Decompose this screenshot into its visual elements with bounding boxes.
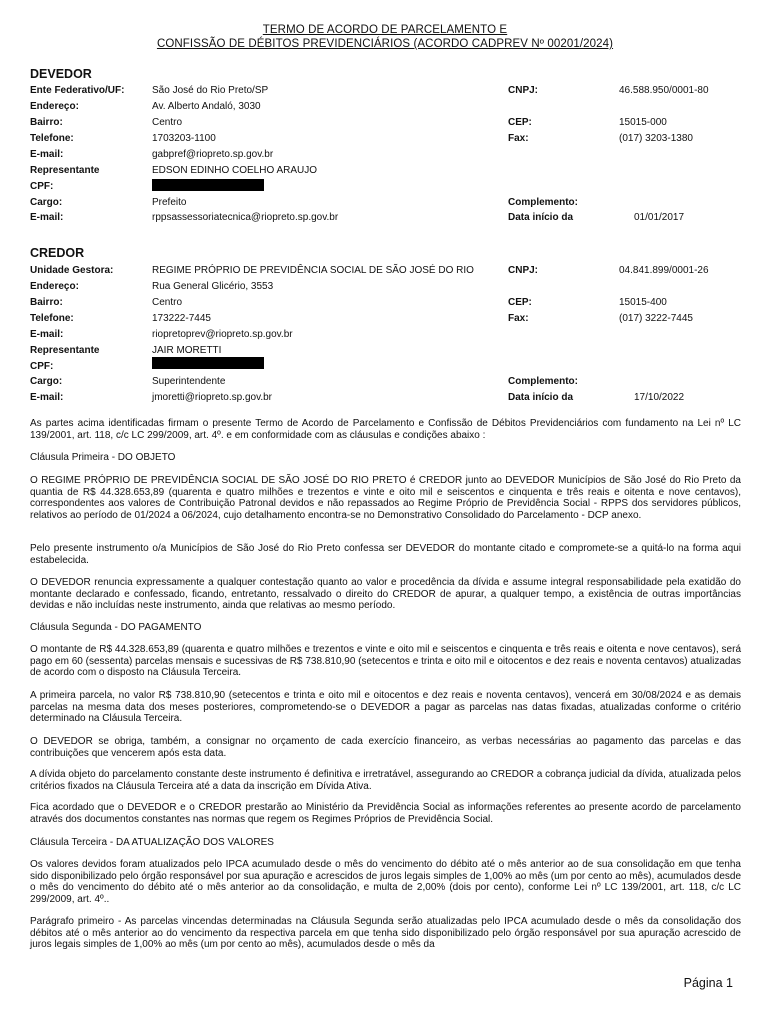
credor-row-cpf: [0, 361, 770, 376]
credor-row-cargo: [0, 376, 770, 391]
devedor-row-bairro: [0, 117, 770, 132]
field-label: E-mail:: [30, 149, 64, 160]
devedor-row-ente: [0, 85, 770, 100]
credor-row-endereco: [0, 281, 770, 296]
credor-row-representante: [0, 345, 770, 360]
title-line-2: CONFISSÃO DE DÉBITOS PREVIDENCIÁRIOS (ACORDO CADPREV Nº 00201/2024): [156, 38, 614, 50]
devedor-row-email2: [0, 212, 770, 227]
devedor-row-telefone: [0, 133, 770, 148]
field-label: CEP:: [508, 297, 532, 308]
credor-row-telefone: [0, 313, 770, 328]
clausula-segunda-title: Cláusula Segunda - DO PAGAMENTO: [30, 622, 202, 633]
field-label: Ente Federativo/UF:: [30, 85, 125, 96]
field-value: Centro: [152, 117, 183, 128]
field-label: Representante: [30, 165, 100, 176]
field-value: 04.841.899/0001-26: [619, 265, 709, 276]
clausula-primeira-title: Cláusula Primeira - DO OBJETO: [30, 452, 176, 463]
field-value: JAIR MORETTI: [152, 345, 222, 356]
devedor-row-email: [0, 149, 770, 164]
devedor-heading: DEVEDOR: [30, 67, 92, 81]
credor-row-email2: [0, 392, 770, 407]
field-label: CPF:: [30, 181, 54, 192]
field-value: Av. Alberto Andaló, 3030: [152, 101, 261, 112]
devedor-row-cargo: [0, 197, 770, 212]
paragraph: Fica acordado que o DEVEDOR e o CREDOR prestarão ao Ministério da Previdência Social as informações referentes ao presente acordo de parcelamento através dos documentos constantes nas normas que regem os Regimes Próprios de Previdência Social.: [30, 802, 741, 825]
field-value: 17/10/2022: [634, 392, 685, 403]
devedor-row-representante: [0, 165, 770, 180]
field-label: Fax:: [508, 133, 529, 144]
field-value: gabpref@riopreto.sp.gov.br: [152, 149, 274, 160]
field-value: Prefeito: [152, 197, 187, 208]
intro-paragraph: As partes acima identificadas firmam o presente Termo de Acordo de Parcelamento e Confissão de Débitos Previdenciários com fundamento na Lei nº LC 139/2001, art. 118, c/c LC 299/2009, art. 4º. e em conformidade com as cláusulas e condições abaixo :: [30, 418, 741, 441]
field-label: Telefone:: [30, 133, 74, 144]
field-label: Fax:: [508, 313, 529, 324]
page-number: Página 1: [683, 976, 733, 990]
field-label: Data início da: [508, 212, 574, 223]
field-value: riopretoprev@riopreto.sp.gov.br: [152, 329, 293, 340]
field-value: Rua General Glicério, 3553: [152, 281, 274, 292]
paragraph: O REGIME PRÓPRIO DE PREVIDÊNCIA SOCIAL DE SÃO JOSÉ DO RIO PRETO é CREDOR junto ao DEVEDOR Municípios de São José do Rio Preto da quantia de R$ 44.328.653,89 (quarenta e quatro milhões e trezentos e vinte e oito mil e seiscentos e cinquenta e três reais e oitenta e nove centavos), correspondentes aos valores de Contribuição Patronal devidos e não repassados ao Regime Próprio de Previdência Social - RPPS dos servidores públicos, relativos ao período de 01/2024 a 06/2024, cujo detalhamento encontra-se no Demonstrativo Consolidado do Parcelamento - DCP anexo.: [30, 475, 741, 522]
paragraph: Parágrafo primeiro - As parcelas vincendas determinadas na Cláusula Segunda serão atualizadas pelo IPCA acumulado desde o mês da consolidação dos débitos até o mês anterior ao do vencimento da respectiva parcela em que tenha sido disponibilizado pelo órgão responsável por sua apuração acrescido de juros legais simples de 1,00% ao mês (um por cento ao mês), acumulados desde o mês da: [30, 916, 741, 951]
field-value: São José do Rio Preto/SP: [152, 85, 269, 96]
field-label: Bairro:: [30, 117, 63, 128]
field-value: (017) 3203-1380: [619, 133, 693, 144]
field-label: Unidade Gestora:: [30, 265, 114, 276]
field-label: CEP:: [508, 117, 532, 128]
field-label: Cargo:: [30, 197, 63, 208]
field-label: CPF:: [30, 361, 54, 372]
field-label: Bairro:: [30, 297, 63, 308]
field-value: 173222-7445: [152, 313, 211, 324]
field-value: REGIME PRÓPRIO DE PREVIDÊNCIA SOCIAL DE SÃO JOSÉ DO RIO: [152, 265, 474, 276]
field-value: EDSON EDINHO COELHO ARAUJO: [152, 165, 318, 176]
field-label: Telefone:: [30, 313, 74, 324]
field-value: 15015-000: [619, 117, 667, 128]
field-value: Superintendente: [152, 376, 226, 387]
redaction-bar: [152, 179, 264, 191]
field-value: 46.588.950/0001-80: [619, 85, 709, 96]
field-value: jmoretti@riopreto.sp.gov.br: [152, 392, 273, 403]
field-label: CNPJ:: [508, 85, 539, 96]
paragraph: O DEVEDOR renuncia expressamente a qualquer contestação quanto ao valor e procedência da dívida e assume integral responsabilidade pela exatidão do montante declarado e confessado, ficando, entretanto, ressalvado o direito do CREDOR de apurar, a qualquer tempo, a existência de outras importâncias devidas e não incluídas neste instrumento, ainda que relativas ao mesmo período.: [30, 577, 741, 612]
credor-row-email: [0, 329, 770, 344]
field-label: Complemento:: [508, 376, 578, 387]
field-label: Endereço:: [30, 281, 79, 292]
title-line-1: TERMO DE ACORDO DE PARCELAMENTO E: [262, 24, 508, 36]
devedor-row-endereco: [0, 101, 770, 116]
field-label: Endereço:: [30, 101, 79, 112]
field-label: CNPJ:: [508, 265, 539, 276]
field-value: (017) 3222-7445: [619, 313, 693, 324]
field-label: E-mail:: [30, 329, 64, 340]
devedor-row-cpf: [0, 181, 770, 196]
field-value: 15015-400: [619, 297, 667, 308]
credor-heading: CREDOR: [30, 246, 85, 260]
paragraph: O DEVEDOR se obriga, também, a consignar no orçamento de cada exercício financeiro, as verbas necessárias ao pagamento das parcelas e das contribuições que vencerem após esta data.: [30, 736, 741, 759]
field-label: E-mail:: [30, 392, 64, 403]
field-label: Data início da: [508, 392, 574, 403]
paragraph: A primeira parcela, no valor R$ 738.810,90 (setecentos e trinta e oito mil e oitocentos e dez reais e noventa centavos), vencerá em 30/08/2024 e as demais parcelas na mesma data dos meses posteriores, comprometendo-se o DEVEDOR a pagar as parcelas nas datas fixadas, atualizadas conforme o critério determinado na Cláusula Terceira.: [30, 690, 741, 725]
redaction-bar: [152, 357, 264, 369]
field-value: rppsassessoriatecnica@riopreto.sp.gov.br: [152, 212, 339, 223]
field-value: 01/01/2017: [634, 212, 685, 223]
field-value: Centro: [152, 297, 183, 308]
clausula-terceira-title: Cláusula Terceira - DA ATUALIZAÇÃO DOS VALORES: [30, 837, 274, 848]
field-value: 1703203-1100: [152, 133, 216, 144]
field-label: Representante: [30, 345, 100, 356]
credor-row-unidade: [0, 265, 770, 280]
paragraph: A dívida objeto do parcelamento constante deste instrumento é definitiva e irretratável, assegurando ao CREDOR a cobrança judicial da dívida, atualizada pelos critérios fixados na Cláusula Terceira até a data da inscrição em Dívida Ativa.: [30, 769, 741, 792]
field-label: Cargo:: [30, 376, 63, 387]
paragraph: O montante de R$ 44.328.653,89 (quarenta e quatro milhões e trezentos e vinte e oito mil e seiscentos e cinquenta e três reais e oitenta e nove centavos), será pago em 60 (sessenta) parcelas mensais e sucessivas de R$ 738.810,90 (setecentos e trinta e oito mil e oitocentos e dez reais e noventa centavos) atualizadas de acordo com o disposto na Cláusula Terceira.: [30, 644, 741, 679]
field-label: E-mail:: [30, 212, 64, 223]
paragraph: Pelo presente instrumento o/a Municípios de São José do Rio Preto confessa ser DEVEDOR do montante citado e compromete-se a quitá-lo na forma aqui estabelecida.: [30, 543, 741, 566]
credor-row-bairro: [0, 297, 770, 312]
paragraph: Os valores devidos foram atualizados pelo IPCA acumulado desde o mês do vencimento do débito até o mês anterior ao de sua consolidação em que tenha sido disponibilizado pelo órgão responsável por sua apuração e acrescidos de juros legais simples de 1,00% ao mês (um por cento ao mês), acumulados desde o mês do vencimento do débito até o mês anterior ao da consolidação, e multa de 2,00% (dois por cento), conforme Lei nº LC 139/2001, art. 118, c/c LC 299/2009, art. 4º..: [30, 859, 741, 906]
field-label: Complemento:: [508, 197, 578, 208]
